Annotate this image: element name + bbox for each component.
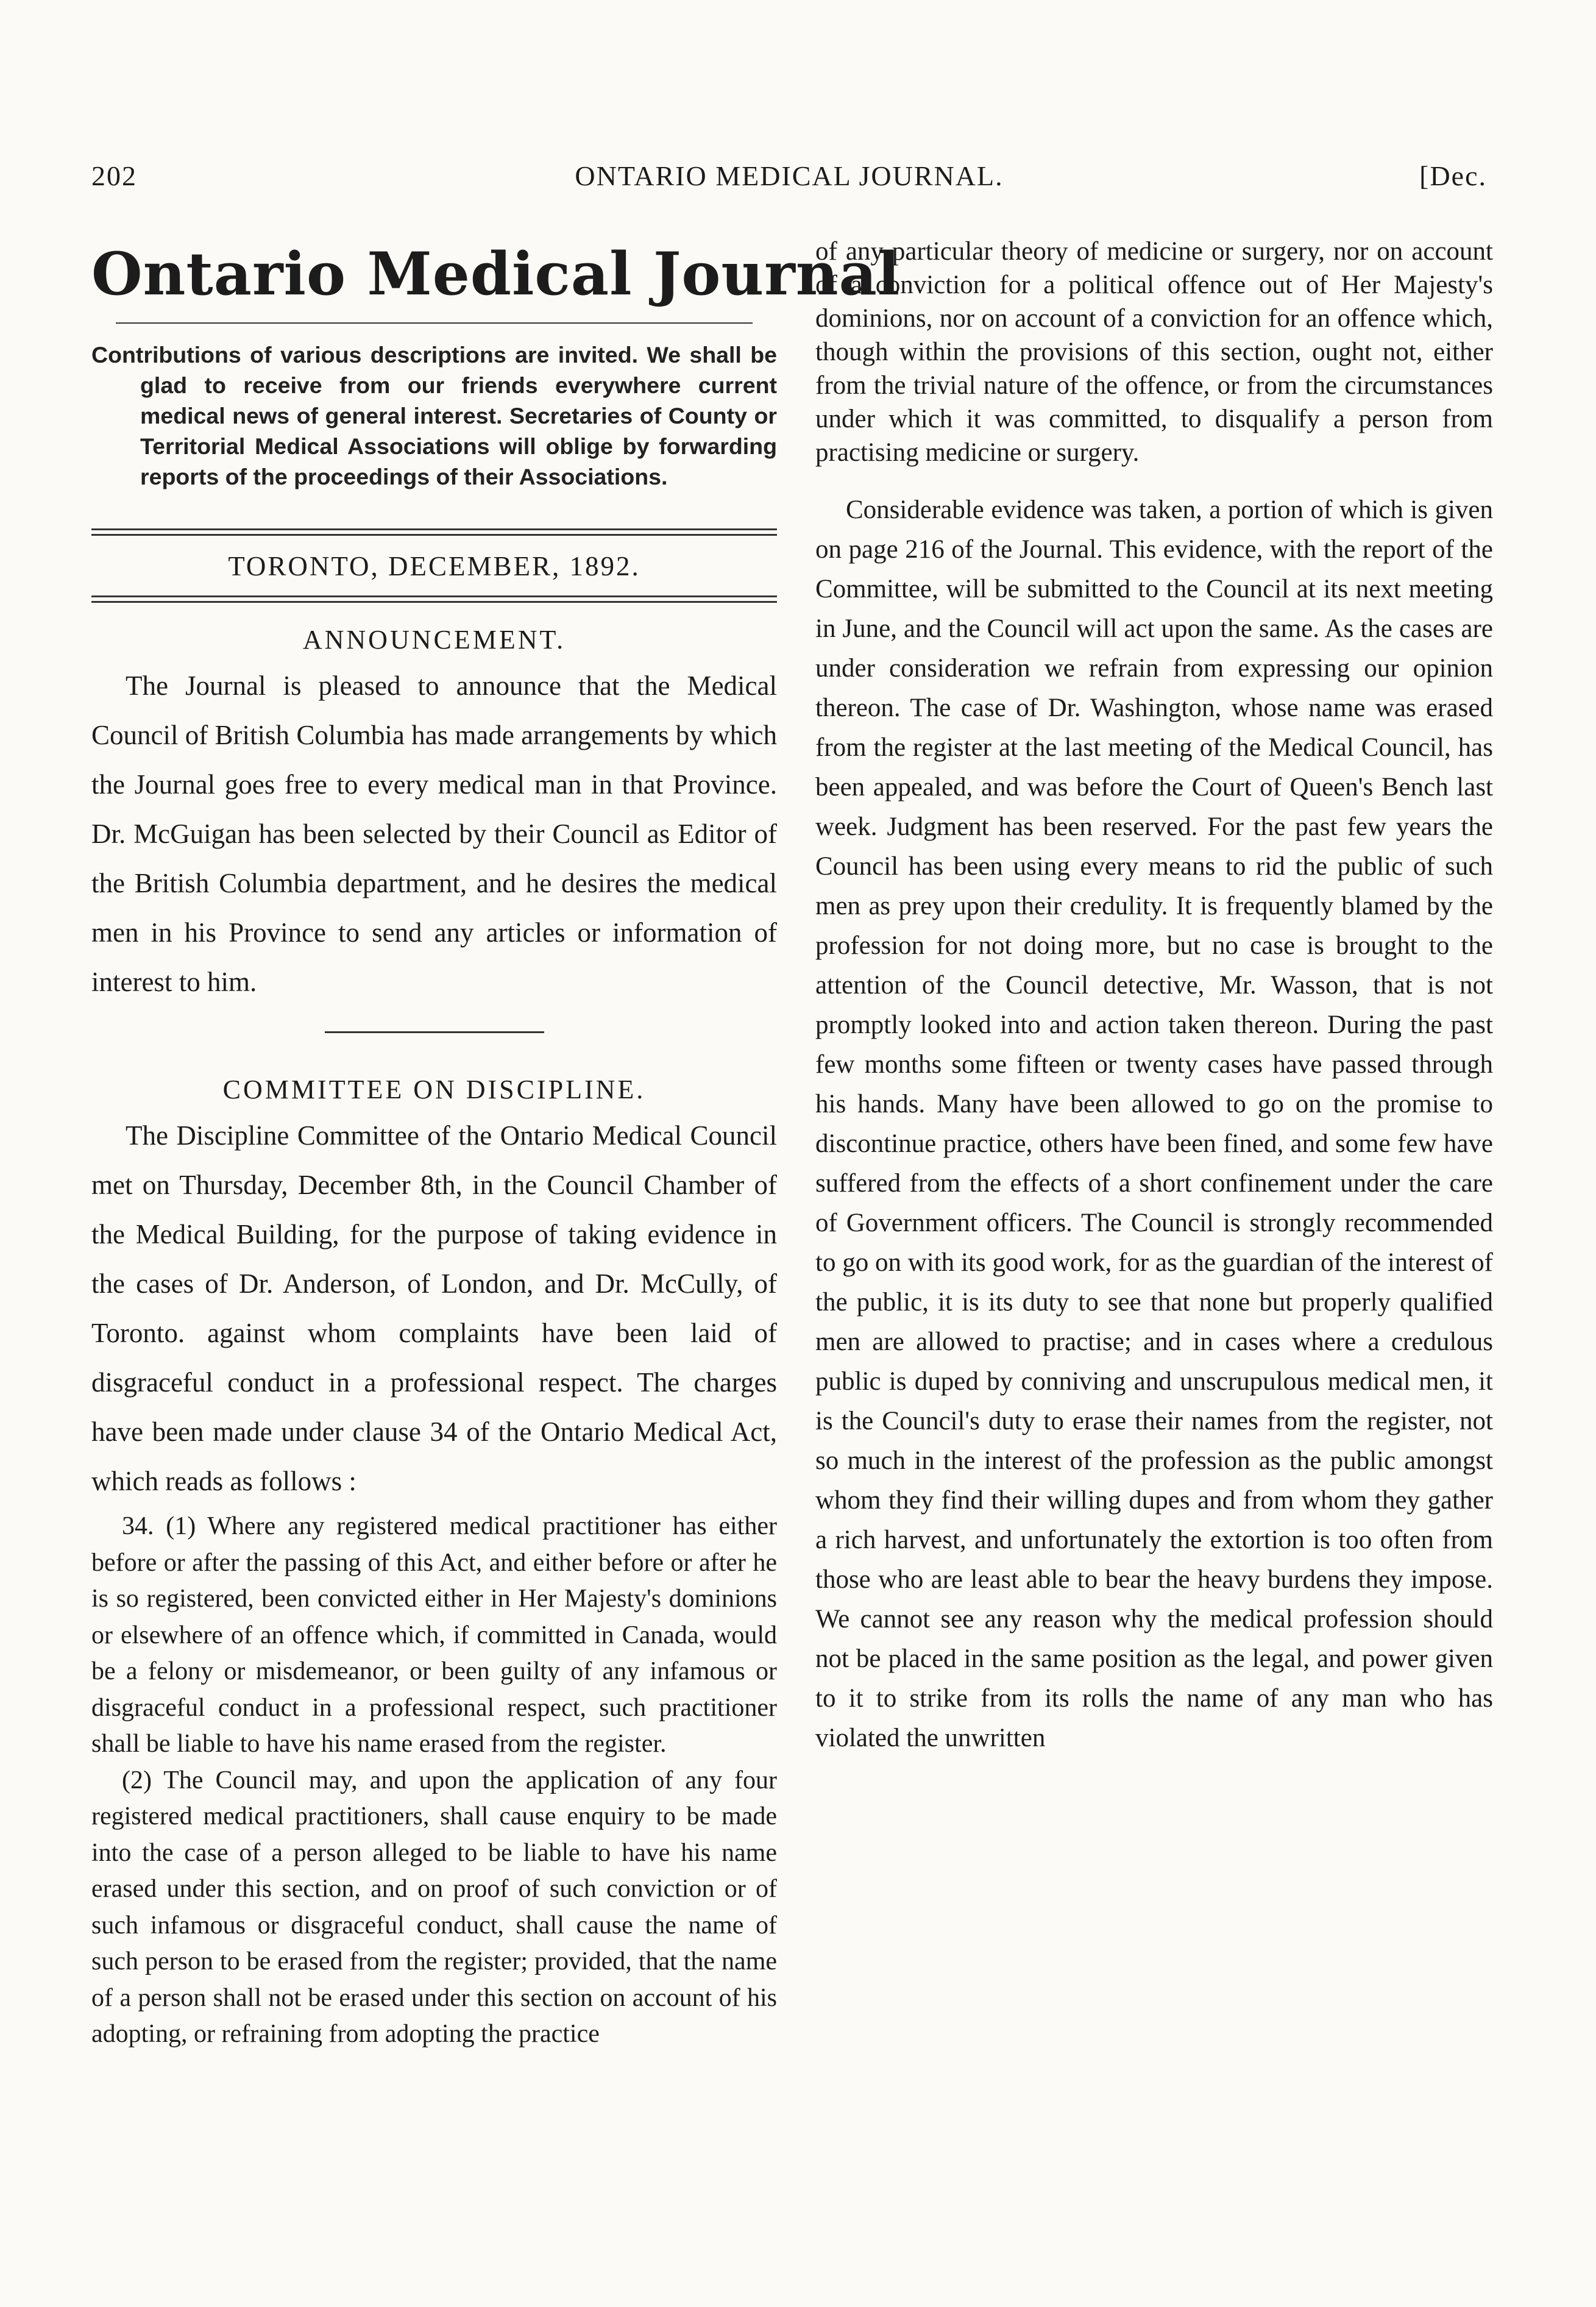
announcement-text: The Journal is pleased to announce that the Medical Council of British Columbia has made arrangements by which the Journal goes free to every medical man in that Province. Dr. McGuigan has been selected by their Council as Editor of the British Columbia department, and he desires the medical men in his Province to send any articles or information of interest to him. xyxy=(91,670,777,997)
section-divider xyxy=(325,1031,544,1033)
contributions-notice: Contributions of various descriptions are invited. We shall be glad to receive from our friends everywhere current medical news of general interest. Secretaries of County or Territorial Medical Associations will oblige by forwarding reports of the proceedings of their Associations. xyxy=(91,342,777,489)
masthead-title: Ontario Medical Journal xyxy=(91,240,901,308)
committee-intro: The Discipline Committee of the Ontario Medical Council met on Thursday, December 8th, in the Council Chamber of the Medical Building, for the purpose of taking evidence in the cases of Dr. Anderson, of London, and Dr. McCully, of Toronto. against whom complaints have been laid of disgraceful conduct in a professional respect. The charges have been made under clause 34 of the Ontario Medical Act, which reads as follows : xyxy=(91,1120,777,1496)
committee-heading: COMMITTEE ON DISCIPLINE. xyxy=(222,1075,646,1104)
dateline-rule-top xyxy=(91,528,777,536)
act-clause-2-continued: of any particular theory of medicine or surgery, nor on account of a conviction for a political offence out of Her Majesty's dominions, nor on account of a conviction for an offence which, though within the provisions of this section, ought not, either from the trivial nature of the offence, or from the circumstances under which it was committed, to disqualify a person from practising medicine or surgery. xyxy=(815,237,1493,467)
dateline-rule-bottom xyxy=(91,595,777,603)
running-header xyxy=(91,160,1487,202)
act-clause-1: 34. (1) Where any registered medical practitioner has either before or after the passing of this Act, and either before or after he is so registered, been convicted either in Her Majesty's dominions or elsewhere of an offence which, if committed in Canada, would be a felony or misdemeanor, or been guilty of any infamous or disgraceful conduct in a professional respect, such practitioner shall be liable to have his name erased from the register. xyxy=(91,1512,777,1758)
announcement-heading: ANNOUNCEMENT. xyxy=(302,625,566,655)
committee-commentary: Considerable evidence was taken, a portion of which is given on page 216 of the Journal. This evidence, with the report of the Committee, will be submitted to the Council at its next meeting in June, and the Council will act upon the same. As the cases are under consideration we refrain from expressing our opinion thereon. The case of Dr. Washington, whose name was erased from the register at the last meeting of the Medical Council, has been appealed, and was before the Court of Queen's Bench last week. Judgment has been reserved. For the past few years the Council has been using every means to rid the public of such men as prey upon their credulity. It is frequently blamed by the profession for not doing more, but no case is brought to the attention of the Council detective, Mr. Wasson, that is not promptly looked into and action taken thereon. During the past few months some fifteen or twenty cases have passed through his hands. Many have been allowed to go on the promise to discontinue practice, others have been fined, and some few have suffered from the effects of a short confinement under the care of Government officers. The Council is strongly recommended to go on with its good work, for as the guardian of the interest of the public, it is its duty to see that none but properly qualified men are allowed to practise; and in cases where a credulous public is duped by conniving and unscrupulous medical men, it is the Council's duty to erase their names from the register, not so much in the interest of the profession as the public amongst whom they find their willing dupes and from whom they gather a rich harvest, and unfortunately the extortion is too often from those who are least able to bear the heavy burdens they impose. We cannot see any reason why the medical profession should not be placed in the same position as the legal, and power given to it to strike from its rolls the name of any man who has violated the unwritten xyxy=(815,496,1493,1752)
running-title: ONTARIO MEDICAL JOURNAL. xyxy=(575,160,1004,191)
dateline: TORONTO, DECEMBER, 1892. xyxy=(228,551,640,581)
page-number: 202 xyxy=(91,160,137,191)
masthead-rule xyxy=(116,322,753,324)
running-month: [Dec. xyxy=(1419,160,1487,191)
right-column xyxy=(815,235,1493,1758)
act-clause-2: (2) The Council may, and upon the application of any four registered medical practitioners, shall cause enquiry to be made into the case of a person alleged to be liable to have his name erased under this section, and on proof of such conviction or of such infamous or disgraceful conduct, shall cause the name of such person to be erased from the register; provided, that the name of a person shall not be erased under this section on account of his adopting, or refraining from adopting the practice xyxy=(91,1766,777,2048)
left-column xyxy=(91,235,901,2053)
